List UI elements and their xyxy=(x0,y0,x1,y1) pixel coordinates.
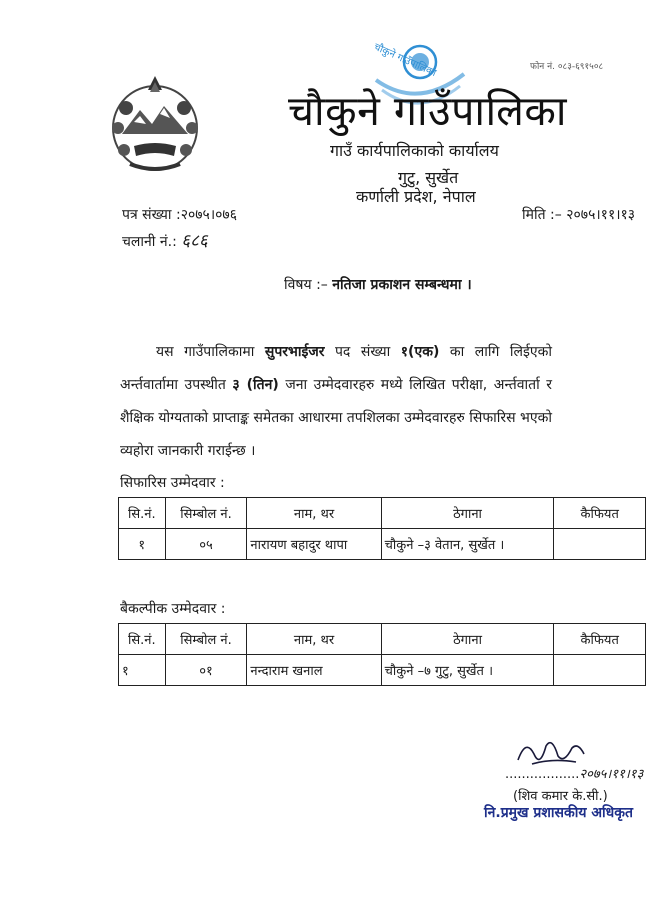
column-header: ठेगाना xyxy=(381,498,554,529)
body-part4: जना उम्मेदवारहरु मध्ये लिखित परीक्षा, अर्न्तवार्ता र शैक्षिक योग्यताको प्राप्ताङ्क समेतका आधारमा तपशिलका उम्मेदवारहरु सिफारिस भएको व्यहोरा जानकारी गराईन्छ । xyxy=(120,377,553,459)
signature-line xyxy=(505,764,643,782)
body-part1: यस गाउँपालिकामा xyxy=(156,344,265,360)
province-name: कर्णाली प्रदेश, नेपाल xyxy=(356,187,476,206)
recommended-heading: सिफारिस उम्मेदवार : xyxy=(120,475,225,491)
table-row xyxy=(119,655,646,686)
signatory-name: (शिव कमार के.सी.) xyxy=(513,789,608,804)
cell-symbol: ०५ xyxy=(165,529,247,560)
letter-date xyxy=(522,205,635,224)
reference-number xyxy=(122,205,237,224)
column-header: नाम, थर xyxy=(247,624,381,655)
signature-dots: .................. xyxy=(505,767,580,782)
column-header: सिम्बोल नं. xyxy=(165,624,247,655)
office-name: गाउँ कार्यपालिकाको कार्यालय xyxy=(330,141,499,160)
column-header: नाम, थर xyxy=(247,498,381,529)
subject-label: विषय :– xyxy=(284,277,328,293)
subject-text: नतिजा प्रकाशन सम्बन्धमा । xyxy=(332,277,472,293)
cell-sn: १ xyxy=(119,655,166,686)
municipality-title: चौकुने गाउँपालिका xyxy=(288,87,568,135)
office-location: गुटु, सुर्खेत xyxy=(398,168,459,187)
recommended-table xyxy=(118,497,646,560)
cell-remarks xyxy=(554,655,646,686)
body-present: ३ (तिन) xyxy=(232,377,279,393)
cell-remarks xyxy=(554,529,646,560)
alternate-heading: बैकल्पीक उम्मेदवार : xyxy=(120,601,226,617)
column-header: सिम्बोल नं. xyxy=(165,498,247,529)
cell-name: नारायण बहादुर थापा xyxy=(247,529,381,560)
table-row xyxy=(119,529,646,560)
reference-label: पत्र संख्या : xyxy=(122,207,181,223)
cell-name: नन्दाराम खनाल xyxy=(247,655,381,686)
letter-body xyxy=(120,336,552,468)
alternate-table xyxy=(118,623,646,686)
cell-address: चौकुने –३ वेतान, सुर्खेत । xyxy=(381,529,554,560)
column-header: सि.नं. xyxy=(119,498,166,529)
cell-address: चौकुने –७ गुटु, सुर्खेत । xyxy=(381,655,554,686)
dispatch-label: चलानी नं.: xyxy=(122,234,177,250)
date-value: २०७५।११।१३ xyxy=(566,207,636,223)
column-header: ठेगाना xyxy=(381,624,554,655)
body-part3: का लागि लिईएको अर्न्तवार्तामा उपस्थीत xyxy=(120,344,552,393)
table-header-row xyxy=(119,624,646,655)
dispatch-number xyxy=(122,228,208,251)
cell-symbol: ०१ xyxy=(165,655,247,686)
column-header: कैफियत xyxy=(554,498,646,529)
body-part2: पद संख्या xyxy=(324,344,401,360)
dispatch-value: ६८६ xyxy=(181,231,208,251)
subject-line xyxy=(284,275,472,294)
stamp-text: चौकुने गाउँपालिका xyxy=(372,41,438,80)
body-post: सुपरभाईजर xyxy=(264,344,325,360)
table-header-row xyxy=(119,498,646,529)
signatory-title: नि.प्रमुख प्रशासकीय अधिकृत xyxy=(484,805,633,821)
reference-value: २०७५।०७६ xyxy=(180,207,237,223)
date-label: मिति :– xyxy=(522,207,562,223)
nepal-emblem-icon xyxy=(104,70,206,182)
column-header: सि.नं. xyxy=(119,624,166,655)
body-count: १(एक) xyxy=(400,344,440,360)
column-header: कैफियत xyxy=(554,624,646,655)
signature-date: २०७५।११।१३ xyxy=(579,767,644,782)
phone-number: फोन नं. ०८३-६९१५०८ xyxy=(530,62,604,72)
cell-sn: १ xyxy=(119,529,166,560)
